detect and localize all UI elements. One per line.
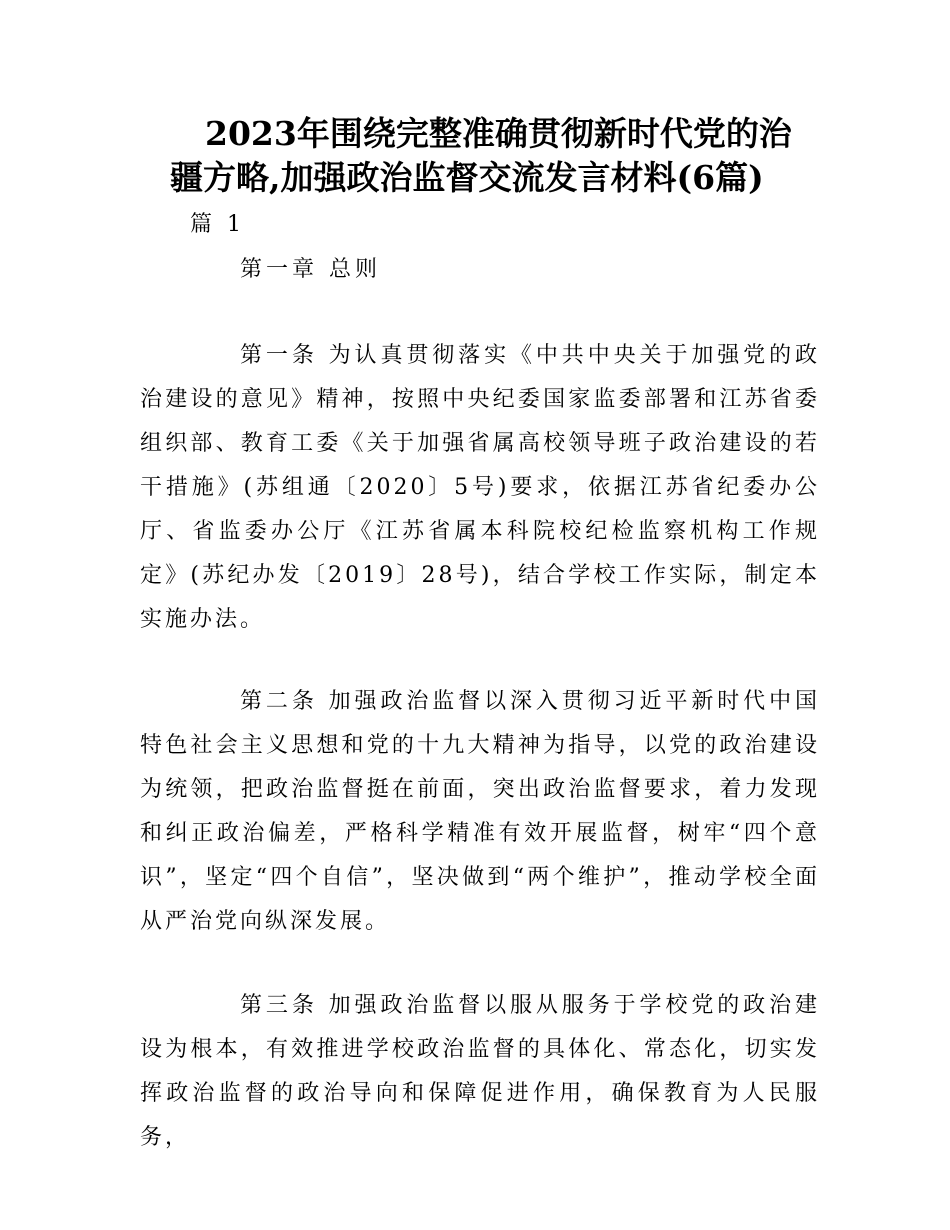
article-paragraph-1: 第一条 为认真贯彻落实《中共中央关于加强党的政治建设的意见》精神，按照中央纪委国家监委部署和江苏省委组织部、教育工委《关于加强省属高校领导班子政治建设的若干措施》(苏组通〔2020〕5号)要求，依据江苏省纪委办公厅、省监委办公厅《江苏省属本科院校纪检监察机构工作规定》(苏纪办发〔2019〕28号)，结合学校工作实际，制定本实施办法。 bbox=[140, 343, 820, 632]
document-title-line-1: 2023年围绕完整准确贯彻新时代党的治 bbox=[205, 114, 792, 153]
document-title-line-2: 疆方略,加强政治监督交流发言材料(6篇) bbox=[170, 158, 764, 197]
section-label: 篇 1 bbox=[190, 212, 245, 237]
article-paragraph-2: 第二条 加强政治监督以深入贯彻习近平新时代中国特色社会主义思想和党的十九大精神为指导，以党的政治建设为统领，把政治监督挺在前面，突出政治监督要求，着力发现和纠正政治偏差，严格科学精准有效开展监督，树牢“四个意识”，坚定“四个自信”，坚决做到“两个维护”，推动学校全面从严治党向纵深发展。 bbox=[140, 689, 820, 934]
article-paragraph-3: 第三条 加强政治监督以服从服务于学校党的政治建设为根本，有效推进学校政治监督的具体化、常态化，切实发挥政治监督的政治导向和保障促进作用，确保教育为人民服务， bbox=[140, 993, 820, 1150]
chapter-heading: 第一章 总则 bbox=[240, 257, 381, 282]
